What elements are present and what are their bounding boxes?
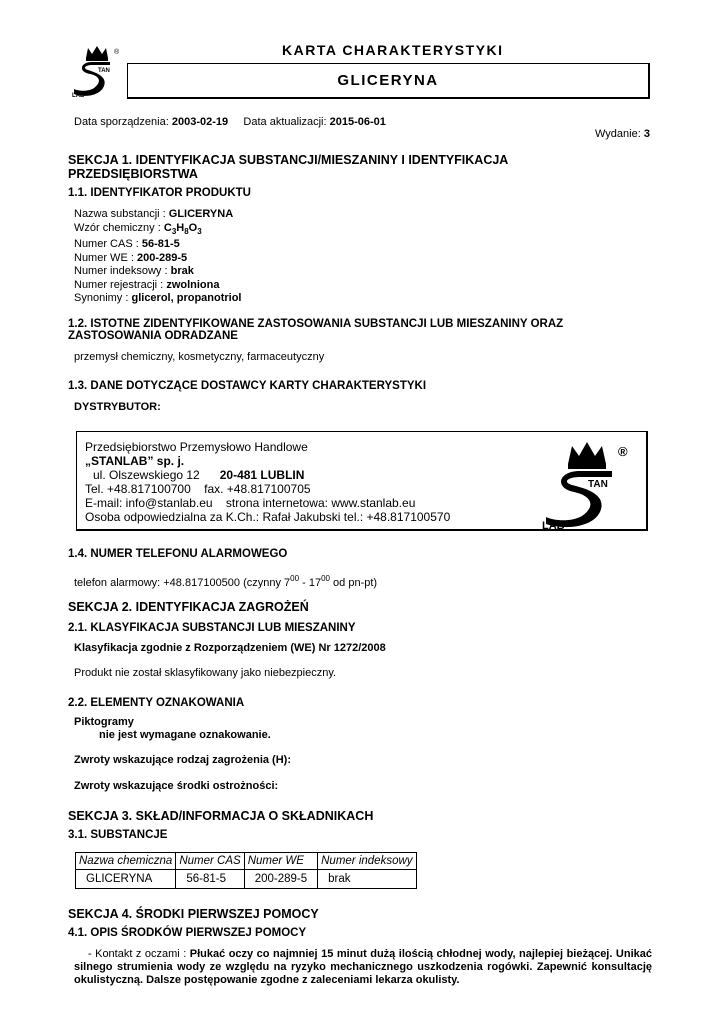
supplier-city: 20-481 LUBLIN [219, 468, 305, 482]
section-3-1-title: 3.1. SUBSTANCJE [68, 829, 168, 841]
product-name-box [127, 63, 650, 99]
table-header: Numer WE [244, 853, 317, 870]
supplier-phone: Tel. +48.817100700 [85, 482, 191, 496]
product-name: GLICERYNA [337, 72, 439, 89]
table-row [76, 870, 417, 889]
svg-text:®: ® [618, 444, 628, 459]
logo-crown-icon [540, 438, 640, 530]
table-header: Numer CAS [176, 853, 244, 870]
synonyms: Synonimy : glicerol, propanotriol [74, 292, 242, 304]
table-cell: 200-289-5 [244, 870, 317, 889]
distributor-label: DYSTRYBUTOR: [74, 401, 161, 413]
svg-text:LAB: LAB [542, 520, 565, 530]
svg-text:LAB: LAB [72, 93, 85, 98]
table-cell: GLICERYNA [76, 870, 176, 889]
section-1-4-title: 1.4. NUMER TELEFONU ALARMOWEGO [68, 548, 288, 560]
supplier-contact-person: Osoba odpowiedzialna za K.Ch.: Rafał Jakubski tel.: +48.817100570 [85, 510, 451, 524]
index-number: Numer indeksowy : brak [74, 265, 194, 277]
section-1-1-title: 1.1. IDENTYFIKATOR PRODUKTU [68, 187, 251, 199]
pictograms-label: Piktogramy [74, 716, 134, 728]
section-2-2-title: 2.2. ELEMENTY OZNAKOWANIA [68, 697, 245, 709]
section-2-1-title: 2.1. KLASYFIKACJA SUBSTANCJI LUB MIESZANINY [68, 622, 356, 634]
svg-text:®: ® [114, 49, 120, 56]
stanlab-logo [70, 44, 126, 98]
cas-number: Numer CAS : 56-81-5 [74, 238, 180, 250]
classification-regulation: Klasyfikacja zgodnie z Rozporządzeniem (WE) Nr 1272/2008 [74, 642, 386, 654]
logo-crown-icon [70, 44, 126, 98]
document-title: KARTA CHARAKTERYSTYKI [282, 42, 504, 58]
svg-text:TAN: TAN [98, 68, 110, 74]
substance-name: Nazwa substancji : GLICERYNA [74, 208, 234, 220]
edition: Wydanie: 3 [595, 128, 650, 140]
table-header: Nazwa chemiczna [76, 853, 176, 870]
section-2-title: SEKCJA 2. IDENTYFIKACJA ZAGROŻEŃ [68, 600, 309, 614]
section-1-2-title: 1.2. ISTOTNE ZIDENTYFIKOWANE ZASTOSOWANIA SUBSTANCJI LUB MIESZANINY ORAZ ZASTOSOWANIA ODRADZANE [68, 318, 564, 342]
registration-number: Numer rejestracji : zwolniona [74, 278, 220, 291]
section-4-1-title: 4.1. OPIS ŚRODKÓW PIERWSZEJ POMOCY [68, 927, 307, 939]
identified-uses: przemysł chemiczny, kosmetyczny, farmaceutyczny [74, 351, 325, 363]
product-identifier-list [74, 208, 242, 306]
classification-statement: Produkt nie został sklasyfikowany jako niebezpieczny. [74, 667, 337, 679]
stanlab-logo-large [540, 438, 640, 530]
table-cell: brak [318, 870, 416, 889]
supplier-box [76, 431, 648, 531]
supplier-details [85, 440, 450, 524]
we-number: Numer WE : 200-289-5 [74, 251, 188, 264]
section-4-title: SEKCJA 4. ŚRODKI PIERWSZEJ POMOCY [68, 907, 319, 921]
svg-text:TAN: TAN [588, 479, 608, 490]
table-header-row [76, 853, 417, 870]
emergency-phone: telefon alarmowy: +48.817100500 (czynny $7^{00} - 17^{00}$ od pn-pt) [74, 574, 378, 589]
supplier-street: ul. Olszewskiego 12 [93, 468, 200, 482]
section-1-title: SEKCJA 1. IDENTYFIKACJA SUBSTANCJI/MIESZANINY I IDENTYFIKACJA PRZEDSIĘBIORSTWA [68, 153, 509, 181]
eye-contact-instructions: - Kontakt z oczami : Płukać oczy co najmniej 15 minut dużą ilością chłodnej wody, najlepiej bieżącej. Unikać silnego strumienia wody ze względu na ryzyko mechanicznego uszkodzenia rogówki. Zapewnić konsultację okulistyczną. Dalsze postępowanie zgodne z zaleceniami lekarza okulisty. [74, 948, 652, 986]
supplier-name: „STANLAB” sp. j. [85, 454, 185, 468]
section-1-3-title: 1.3. DANE DOTYCZĄCE DOSTAWCY KARTY CHARAKTERYSTYKI [68, 380, 427, 392]
supplier-fax: fax. +48.817100705 [204, 482, 311, 496]
supplier-website: strona internetowa: www.stanlab.eu [225, 496, 416, 510]
hazard-statements-label: Zwroty wskazujące rodzaj zagrożenia (H): [74, 754, 291, 766]
substances-table [75, 852, 417, 889]
precautionary-statements-label: Zwroty wskazujące środki ostrożności: [74, 780, 279, 792]
chemical-formula: Wzór chemiczny : $C_3H_8O_3$ [74, 221, 202, 236]
pictograms-text: nie jest wymagane oznakowanie. [99, 729, 271, 741]
section-3-title: SEKCJA 3. SKŁAD/INFORMACJA O SKŁADNIKACH [68, 809, 374, 823]
supplier-email: E-mail: info@stanlab.eu [85, 496, 213, 510]
document-dates: Data sporządzenia: 2003-02-19 Data aktualizacji: 2015-06-01 [74, 116, 386, 128]
table-header: Numer indeksowy [318, 853, 416, 870]
supplier-company-type: Przedsiębiorstwo Przemysłowo Handlowe [85, 440, 308, 454]
table-cell: 56-81-5 [176, 870, 244, 889]
